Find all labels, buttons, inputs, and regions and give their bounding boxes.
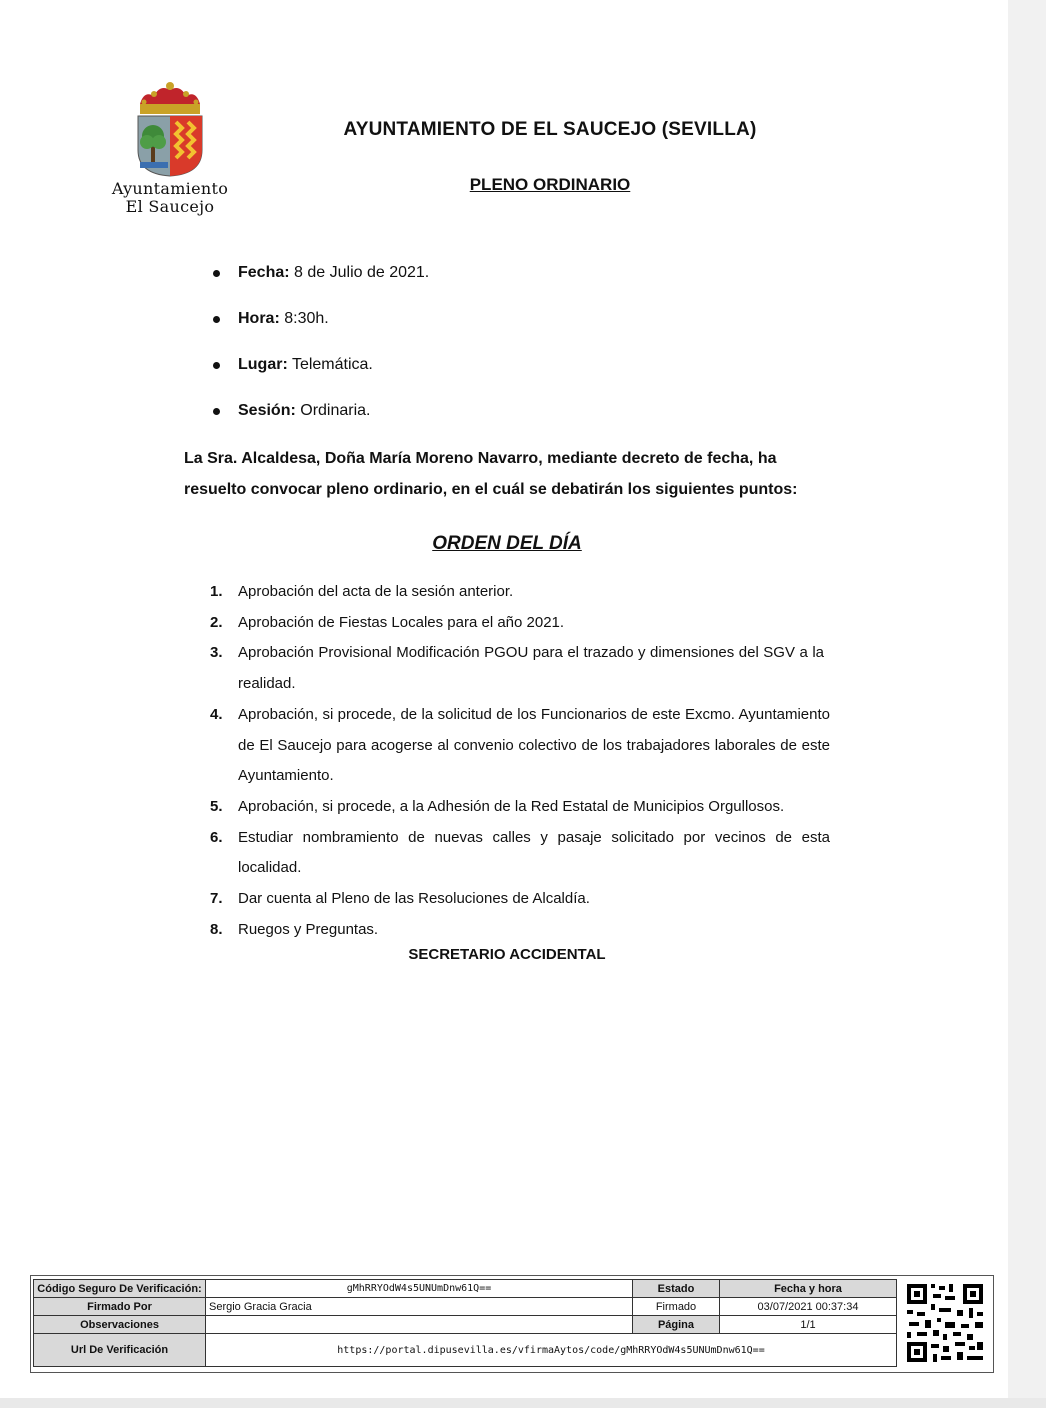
detail-lugar — [210, 354, 810, 400]
document-title: AYUNTAMIENTO DE EL SAUCEJO (SEVILLA) — [343, 119, 757, 140]
intro-paragraph — [184, 443, 830, 505]
agenda-title: ORDEN DEL DÍA — [432, 533, 582, 554]
qr-code-icon — [905, 1282, 985, 1364]
detail-value: 8 de Julio de 2021. — [289, 264, 430, 281]
agenda-number: 6. — [210, 828, 223, 846]
agenda-text: Dar cuenta al Pleno de las Resoluciones de Alcaldía. — [238, 890, 590, 908]
agenda-text: Aprobación de Fiestas Locales para el año 2021. — [238, 613, 565, 631]
detail-value: 8:30h. — [279, 310, 329, 327]
agenda-number: 1. — [210, 583, 223, 600]
agenda-item — [210, 915, 830, 946]
detail-label: Sesión: — [238, 402, 296, 419]
coat-of-arms-icon — [132, 78, 208, 178]
detail-value: Telemática. — [287, 356, 373, 373]
detail-label: Lugar: — [238, 356, 288, 373]
agenda-list — [210, 577, 830, 945]
bullet-icon — [213, 362, 220, 369]
viewer-bottom-margin — [0, 1398, 1046, 1408]
agenda-number: 5. — [210, 797, 223, 815]
agenda-item — [210, 608, 830, 639]
agenda-text: Estudiar nombramiento de nuevas calles y pasaje solicitado por vecinos de esta localidad. — [238, 828, 830, 877]
agenda-number: 2. — [210, 613, 223, 631]
pagina-value: 1/1 — [720, 1316, 897, 1334]
municipal-logo — [100, 78, 240, 228]
detail-hora — [210, 308, 810, 354]
agenda-text: Aprobación Provisional Modificación PGOU para el trazado y dimensiones del SGV a la realidad. — [238, 644, 824, 693]
estado-label: Estado — [633, 1280, 720, 1298]
fecha-label: Fecha y hora — [720, 1280, 897, 1298]
logo-name-line2: El Saucejo — [125, 197, 215, 216]
agenda-item — [210, 884, 830, 915]
agenda-text: Ruegos y Preguntas. — [238, 920, 379, 938]
firmado-value: Sergio Gracia Gracia — [206, 1298, 633, 1316]
firmado-label: Firmado Por — [34, 1298, 206, 1316]
viewer-side-margin — [1008, 0, 1046, 1408]
detail-label: Hora: — [238, 310, 280, 327]
agenda-text: Aprobación, si procede, de la solicitud de los Funcionarios de este Excmo. Ayuntamiento de El Saucejo para acogerse al convenio colectivo de los trabajadores laborales de este Ayuntamiento. — [238, 705, 830, 785]
signature-title: SECRETARIO ACCIDENTAL — [408, 946, 606, 963]
agenda-text: Aprobación, si procede, a la Adhesión de la Red Estatal de Municipios Orgullosos. — [238, 797, 785, 815]
document-subtitle: PLENO ORDINARIO — [469, 175, 631, 194]
detail-sesion — [210, 400, 810, 446]
agenda-number: 8. — [210, 920, 223, 938]
session-details — [210, 262, 810, 446]
agenda-text: Aprobación del acta de la sesión anterior. — [238, 583, 514, 600]
estado-value: Firmado — [633, 1298, 720, 1316]
url-label: Url De Verificación — [34, 1334, 206, 1367]
observaciones-value — [206, 1316, 633, 1334]
bullet-icon — [213, 316, 220, 323]
bullet-icon — [213, 408, 220, 415]
agenda-number: 4. — [210, 705, 223, 723]
pagina-label: Página — [633, 1316, 720, 1334]
detail-label: Fecha: — [238, 264, 290, 281]
agenda-item — [210, 700, 830, 792]
verification-table — [33, 1279, 897, 1367]
agenda-item — [210, 823, 830, 884]
agenda-number: 7. — [210, 890, 223, 908]
agenda-item — [210, 577, 830, 608]
agenda-item — [210, 638, 830, 699]
detail-value: Ordinaria. — [295, 402, 371, 419]
intro-line-2: resuelto convocar pleno ordinario, en el cuál se debatirán los siguientes puntos: — [184, 481, 798, 498]
fecha-value: 03/07/2021 00:37:34 — [720, 1298, 897, 1316]
observaciones-label: Observaciones — [34, 1316, 206, 1334]
csv-value: gMhRRYOdW4s5UNUmDnw61Q== — [206, 1280, 633, 1298]
agenda-item — [210, 792, 830, 823]
intro-line-1: La Sra. Alcaldesa, Doña María Moreno Navarro, mediante decreto de fecha, ha — [184, 450, 777, 467]
bullet-icon — [213, 270, 220, 277]
csv-label: Código Seguro De Verificación: — [34, 1280, 206, 1298]
url-value[interactable]: https://portal.dipusevilla.es/vfirmaAytos/code/gMhRRYOdW4s5UNUmDnw61Q== — [206, 1334, 897, 1367]
logo-name-line1: Ayuntamiento — [111, 179, 229, 198]
verification-box — [30, 1275, 994, 1373]
detail-fecha — [210, 262, 810, 308]
agenda-number: 3. — [210, 644, 223, 662]
